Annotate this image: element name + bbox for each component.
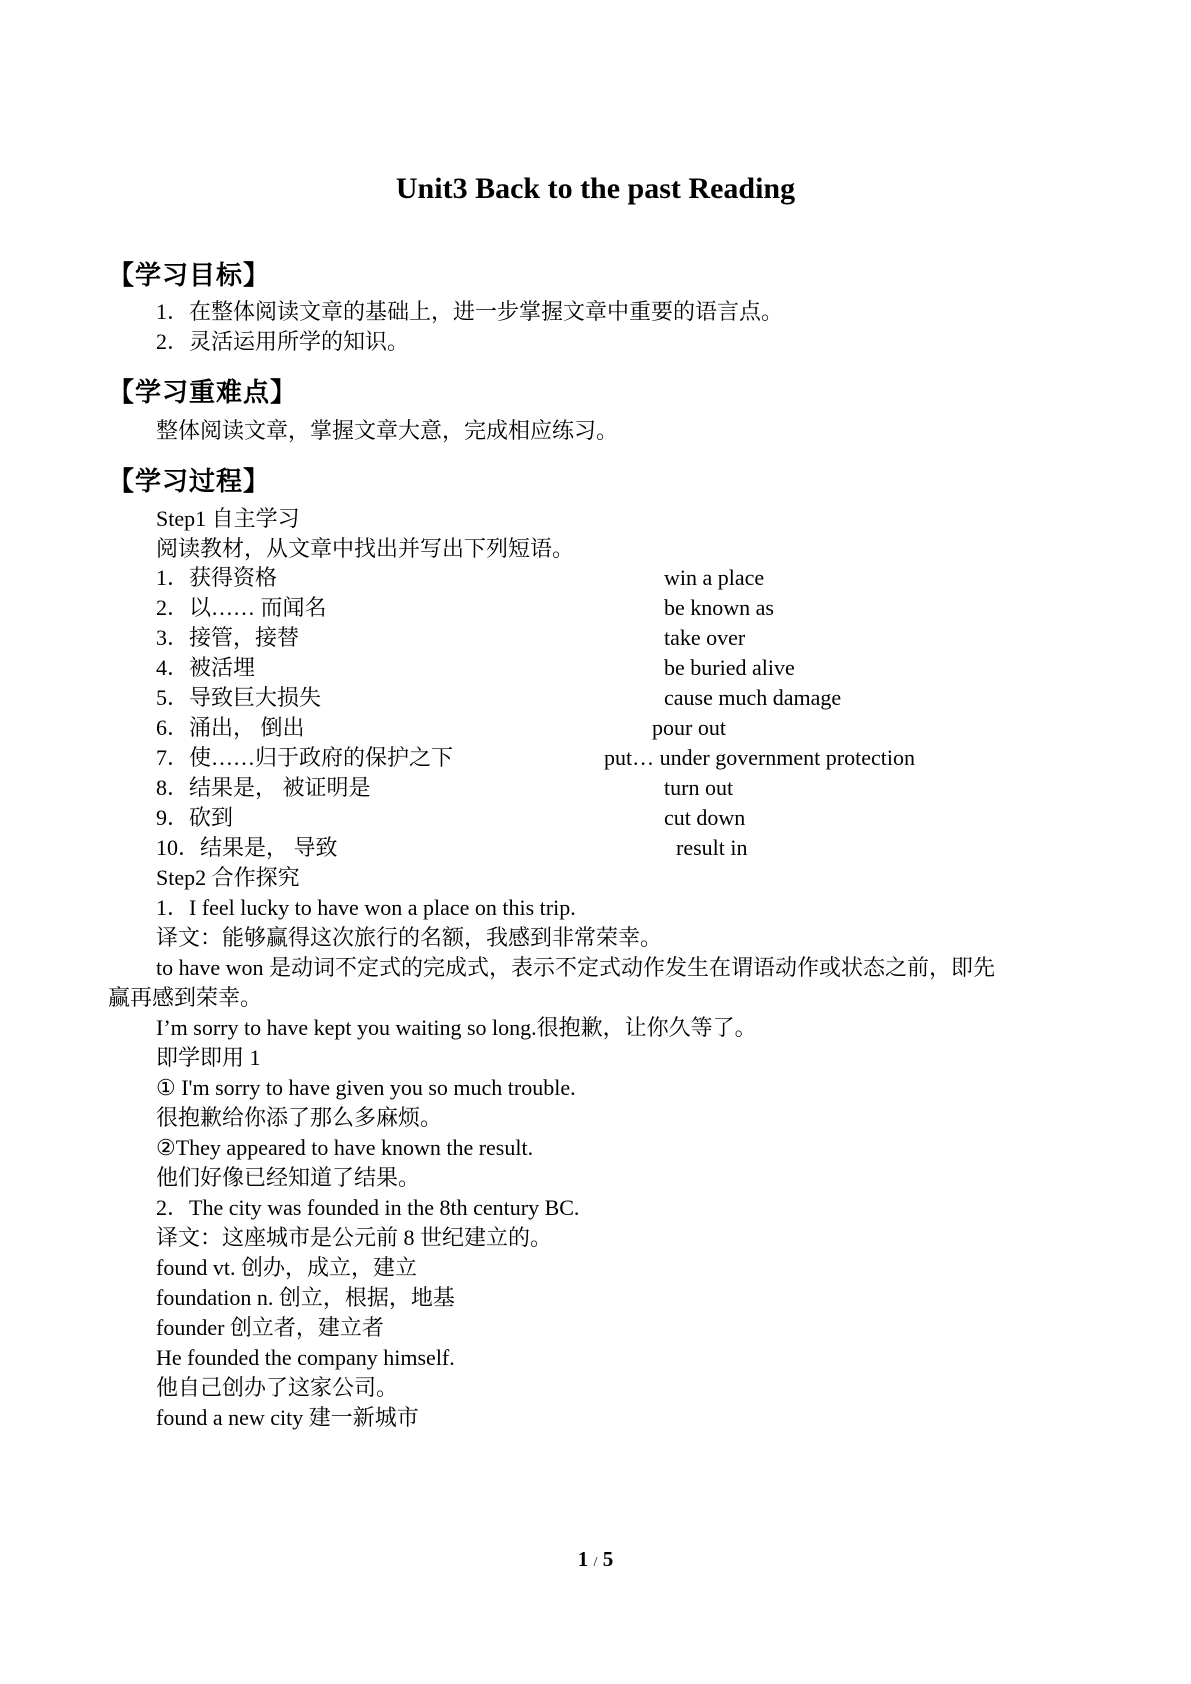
- step2-line: 他自己创办了这家公司。: [156, 1375, 399, 1400]
- step2-line: found vt. 创办，成立，建立: [156, 1255, 417, 1280]
- phrase-cn: 8．结果是， 被证明是: [156, 775, 371, 800]
- step2-line: I’m sorry to have kept you waiting so long.很抱歉，让你久等了。: [156, 1015, 757, 1040]
- step2-line: ① I'm sorry to have given you so much trouble.: [156, 1075, 576, 1100]
- phrase-cn: 10．结果是， 导致: [156, 835, 338, 860]
- phrase-cn: 9．砍到: [156, 805, 234, 830]
- step2-line: 赢再感到荣幸。: [108, 985, 263, 1010]
- step2-line: foundation n. 创立，根据，地基: [156, 1285, 455, 1310]
- phrase-en: pour out: [652, 715, 726, 740]
- step2-line: ②They appeared to have known the result.: [156, 1135, 534, 1160]
- key-points-text: 整体阅读文章，掌握文章大意，完成相应练习。: [156, 418, 619, 443]
- page-number-separator: /: [593, 1555, 598, 1570]
- step2-line: founder 创立者，建立者: [156, 1315, 384, 1340]
- phrase-cn: 3．接管，接替: [156, 625, 300, 650]
- phrase-en: take over: [664, 625, 746, 650]
- phrase-cn: 7．使……归于政府的保护之下: [156, 745, 454, 770]
- step2-line: 2．The city was founded in the 8th century BC.: [156, 1195, 580, 1220]
- page-number-current: 1: [577, 1547, 589, 1571]
- page-number-total: 5: [602, 1547, 614, 1571]
- step2-line: 1．I feel lucky to have won a place on this trip.: [156, 895, 576, 920]
- step2-line: to have won 是动词不定式的完成式，表示不定式动作发生在谓语动作或状态之前，即先: [156, 955, 996, 980]
- step2-line: 译文：这座城市是公元前 8 世纪建立的。: [156, 1225, 553, 1250]
- step1-instruction: 阅读教材，从文章中找出并写出下列短语。: [156, 536, 575, 561]
- step2-line: 很抱歉给你添了那么多麻烦。: [156, 1105, 443, 1130]
- goal-item: 2．灵活运用所学的知识。: [156, 329, 410, 354]
- step2-line: 译文：能够赢得这次旅行的名额，我感到非常荣幸。: [156, 925, 663, 950]
- phrase-cn: 5．导致巨大损失: [156, 685, 322, 710]
- phrase-en: cause much damage: [664, 685, 842, 710]
- phrase-en: be known as: [664, 595, 774, 620]
- section-heading-goals: 【学习目标】: [108, 261, 271, 291]
- step1-label: Step1 自主学习: [156, 506, 300, 531]
- step2-line: found a new city 建一新城市: [156, 1405, 419, 1430]
- phrase-en: put… under government protection: [604, 745, 915, 770]
- step2-line: 他们好像已经知道了结果。: [156, 1165, 421, 1190]
- page-title: Unit3 Back to the past Reading: [395, 172, 796, 205]
- step2-line: He founded the company himself.: [156, 1345, 455, 1370]
- page-number: [0, 1547, 1191, 1572]
- section-heading-process: 【学习过程】: [108, 467, 271, 497]
- section-heading-key-points: 【学习重难点】: [108, 378, 298, 408]
- phrase-cn: 6．涌出， 倒出: [156, 715, 305, 740]
- phrase-cn: 2．以…… 而闻名: [156, 595, 327, 620]
- step2-line: 即学即用 1: [156, 1045, 261, 1070]
- phrase-en: cut down: [664, 805, 746, 830]
- phrase-cn: 1．获得资格: [156, 565, 278, 590]
- step2-label: Step2 合作探究: [156, 865, 300, 890]
- phrase-cn: 4．被活埋: [156, 655, 256, 680]
- phrase-en: turn out: [664, 775, 734, 800]
- phrase-en: result in: [676, 835, 748, 860]
- phrase-en: be buried alive: [664, 655, 795, 680]
- goal-item: 1．在整体阅读文章的基础上，进一步掌握文章中重要的语言点。: [156, 299, 784, 324]
- phrase-en: win a place: [664, 565, 765, 590]
